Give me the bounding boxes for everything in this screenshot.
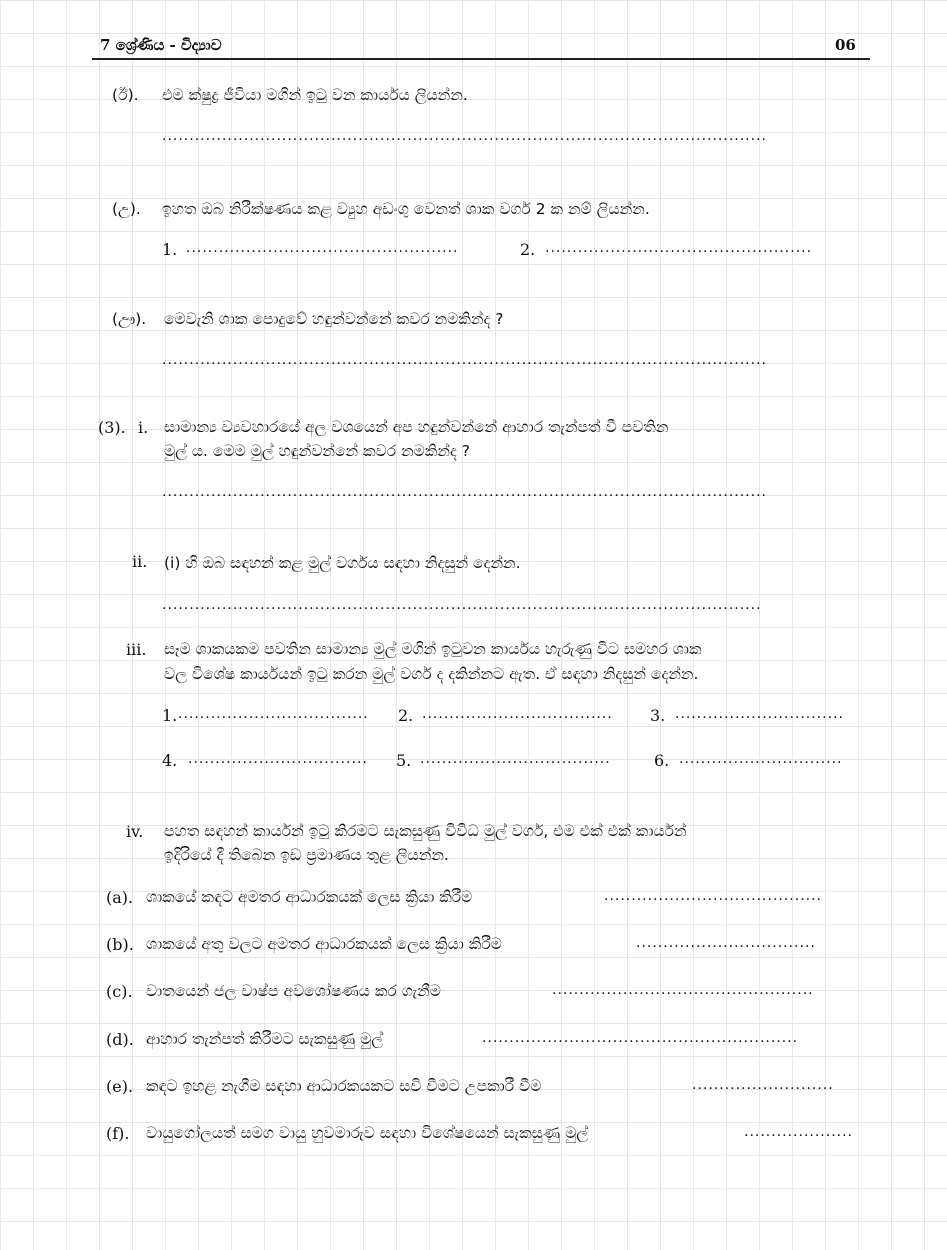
- question-u-text: ඉහත ඔබ නිරීක්ෂණය කළ ව්‍යුහ අඩංගු වෙනත් ශාක වර්ග 2 ක නම් ලියන්න.: [162, 200, 650, 218]
- question-3-iii-line2: වල විශේෂ කාර්යයන් ඉටු කරන මුල් වර්ග ද දකින්නට ඇත. ඒ සඳහා නිදසුන් දෙන්න.: [164, 665, 699, 683]
- item-b-label: (b).: [106, 935, 134, 954]
- item-a-text: ශාකයේ කඳට අමතර ආධාරකයක් ලෙස ක්‍රියා කිරීම: [146, 888, 473, 906]
- answer-line-3-i[interactable]: ...............................................................................................................: [162, 484, 767, 500]
- example-4-number: 4.: [162, 751, 178, 770]
- answer-line-u-1[interactable]: ..................................................: [186, 240, 459, 256]
- question-e-text: එම ක්ෂුද්‍ර ජීවියා මගින් ඉටු වන කාර්යය ලියන්න.: [162, 86, 468, 104]
- item-b-answer-line[interactable]: .................................: [636, 935, 816, 951]
- question-3-iv-line2: ඉදිරියේ දී තිබෙන ඉඩ ප්‍රමාණය තුළ ලියන්න.: [164, 846, 449, 864]
- answer-line-3-ii[interactable]: ..............................................................................................................: [162, 597, 762, 613]
- page-number: 06: [835, 36, 856, 54]
- question-3-iv-label: iv.: [126, 822, 144, 841]
- answer-u-1-number: 1.: [162, 240, 178, 259]
- item-f-text: වායුගෝලයත් සමග වායු හුවමාරුව සඳහා විශේෂයෙන් සැකසුණු මුල්: [146, 1124, 589, 1142]
- item-e-answer-line[interactable]: ..........................: [692, 1077, 834, 1093]
- question-3-i-label: i.: [138, 418, 149, 437]
- answer-line-uu[interactable]: ...............................................................................................................: [162, 352, 767, 368]
- example-2-line[interactable]: ...................................: [422, 706, 613, 722]
- question-uu-label: (ඌ).: [112, 310, 147, 328]
- question-3-number: (3).: [98, 418, 126, 437]
- question-uu-text: මෙවැනි ශාක පොදුවේ හඳුන්වන්නේ කවර නමකින්ද ?: [164, 310, 504, 328]
- answer-u-2-number: 2.: [520, 240, 536, 259]
- question-3-iii-line1: සෑම ශාකයකම පවතින සාමාන්‍ය මුල් මගින් ඉටුවන කාර්යය හැරුණු විට සමහර ශාක: [164, 640, 702, 658]
- example-4-line[interactable]: .................................: [188, 751, 368, 767]
- item-d-answer-line[interactable]: ..........................................................: [482, 1030, 799, 1046]
- question-3-i-line1: සාමාන්‍ය ව්‍යවහාරයේ අල වශයෙන් අප හඳුන්වන්නේ ආහාර තැන්පත් වී පවතින: [164, 418, 669, 436]
- example-3-number: 3.: [650, 706, 666, 725]
- question-3-ii-text: (i) හි ඔබ සඳහන් කළ මුල් වර්ගය සඳහා නිදසුන් දෙන්න.: [164, 554, 521, 572]
- item-e-label: (e).: [106, 1077, 134, 1096]
- page-title: 7 ශ්‍රේණිය - විද්‍යාව: [100, 36, 222, 54]
- item-a-label: (a).: [106, 888, 134, 907]
- question-3-iii-label: iii.: [126, 640, 147, 659]
- question-3-ii-label: ii.: [132, 552, 148, 571]
- example-2-number: 2.: [398, 706, 414, 725]
- question-e-label: (ඊ).: [112, 86, 139, 104]
- item-c-label: (c).: [106, 982, 133, 1001]
- example-1-number: 1.: [162, 706, 178, 725]
- example-6-line[interactable]: ..............................: [679, 751, 843, 767]
- example-5-line[interactable]: ...................................: [420, 751, 611, 767]
- item-c-text: වාතයෙන් ජල වාෂ්ප අවශෝෂණය කර ගැනීම: [146, 982, 441, 1000]
- header-rule: [92, 58, 870, 60]
- answer-line-u-2[interactable]: .................................................: [545, 240, 813, 256]
- example-5-number: 5.: [396, 751, 412, 770]
- item-a-answer-line[interactable]: ........................................: [604, 888, 823, 904]
- example-6-number: 6.: [654, 751, 670, 770]
- item-f-label: (f).: [106, 1124, 130, 1143]
- item-d-text: ආහාර තැන්පත් කිරීමට සැකසුණු මුල්: [146, 1030, 384, 1048]
- item-c-answer-line[interactable]: ................................................: [552, 982, 814, 998]
- answer-line-e[interactable]: ...............................................................................................................: [162, 128, 767, 144]
- item-d-label: (d).: [106, 1030, 134, 1049]
- item-b-text: ශාකයේ අතු වලට අමතර ආධාරකයක් ලෙස ක්‍රියා කිරීම: [146, 935, 502, 953]
- example-3-line[interactable]: ...............................: [675, 706, 844, 722]
- item-f-answer-line[interactable]: ....................: [744, 1124, 854, 1140]
- item-e-text: කඳට ඉහළ නැගීම සඳහා ආධාරකයකට සවි වීමට උපකාරී වීම: [146, 1077, 542, 1095]
- example-1-line[interactable]: ...................................: [178, 706, 369, 722]
- question-u-label: (උ).: [112, 200, 141, 218]
- question-3-iv-line1: පහත සඳහන් කාර්යන් ඉටු කිරමට සැකසුණු විවිධ මුල් වර්ග, එම එක් එක් කාර්යන්: [164, 822, 687, 840]
- question-3-i-line2: මුල් ය. මෙම මුල් හඳුන්වන්නේ කවර නමකින්ද ?: [164, 442, 471, 460]
